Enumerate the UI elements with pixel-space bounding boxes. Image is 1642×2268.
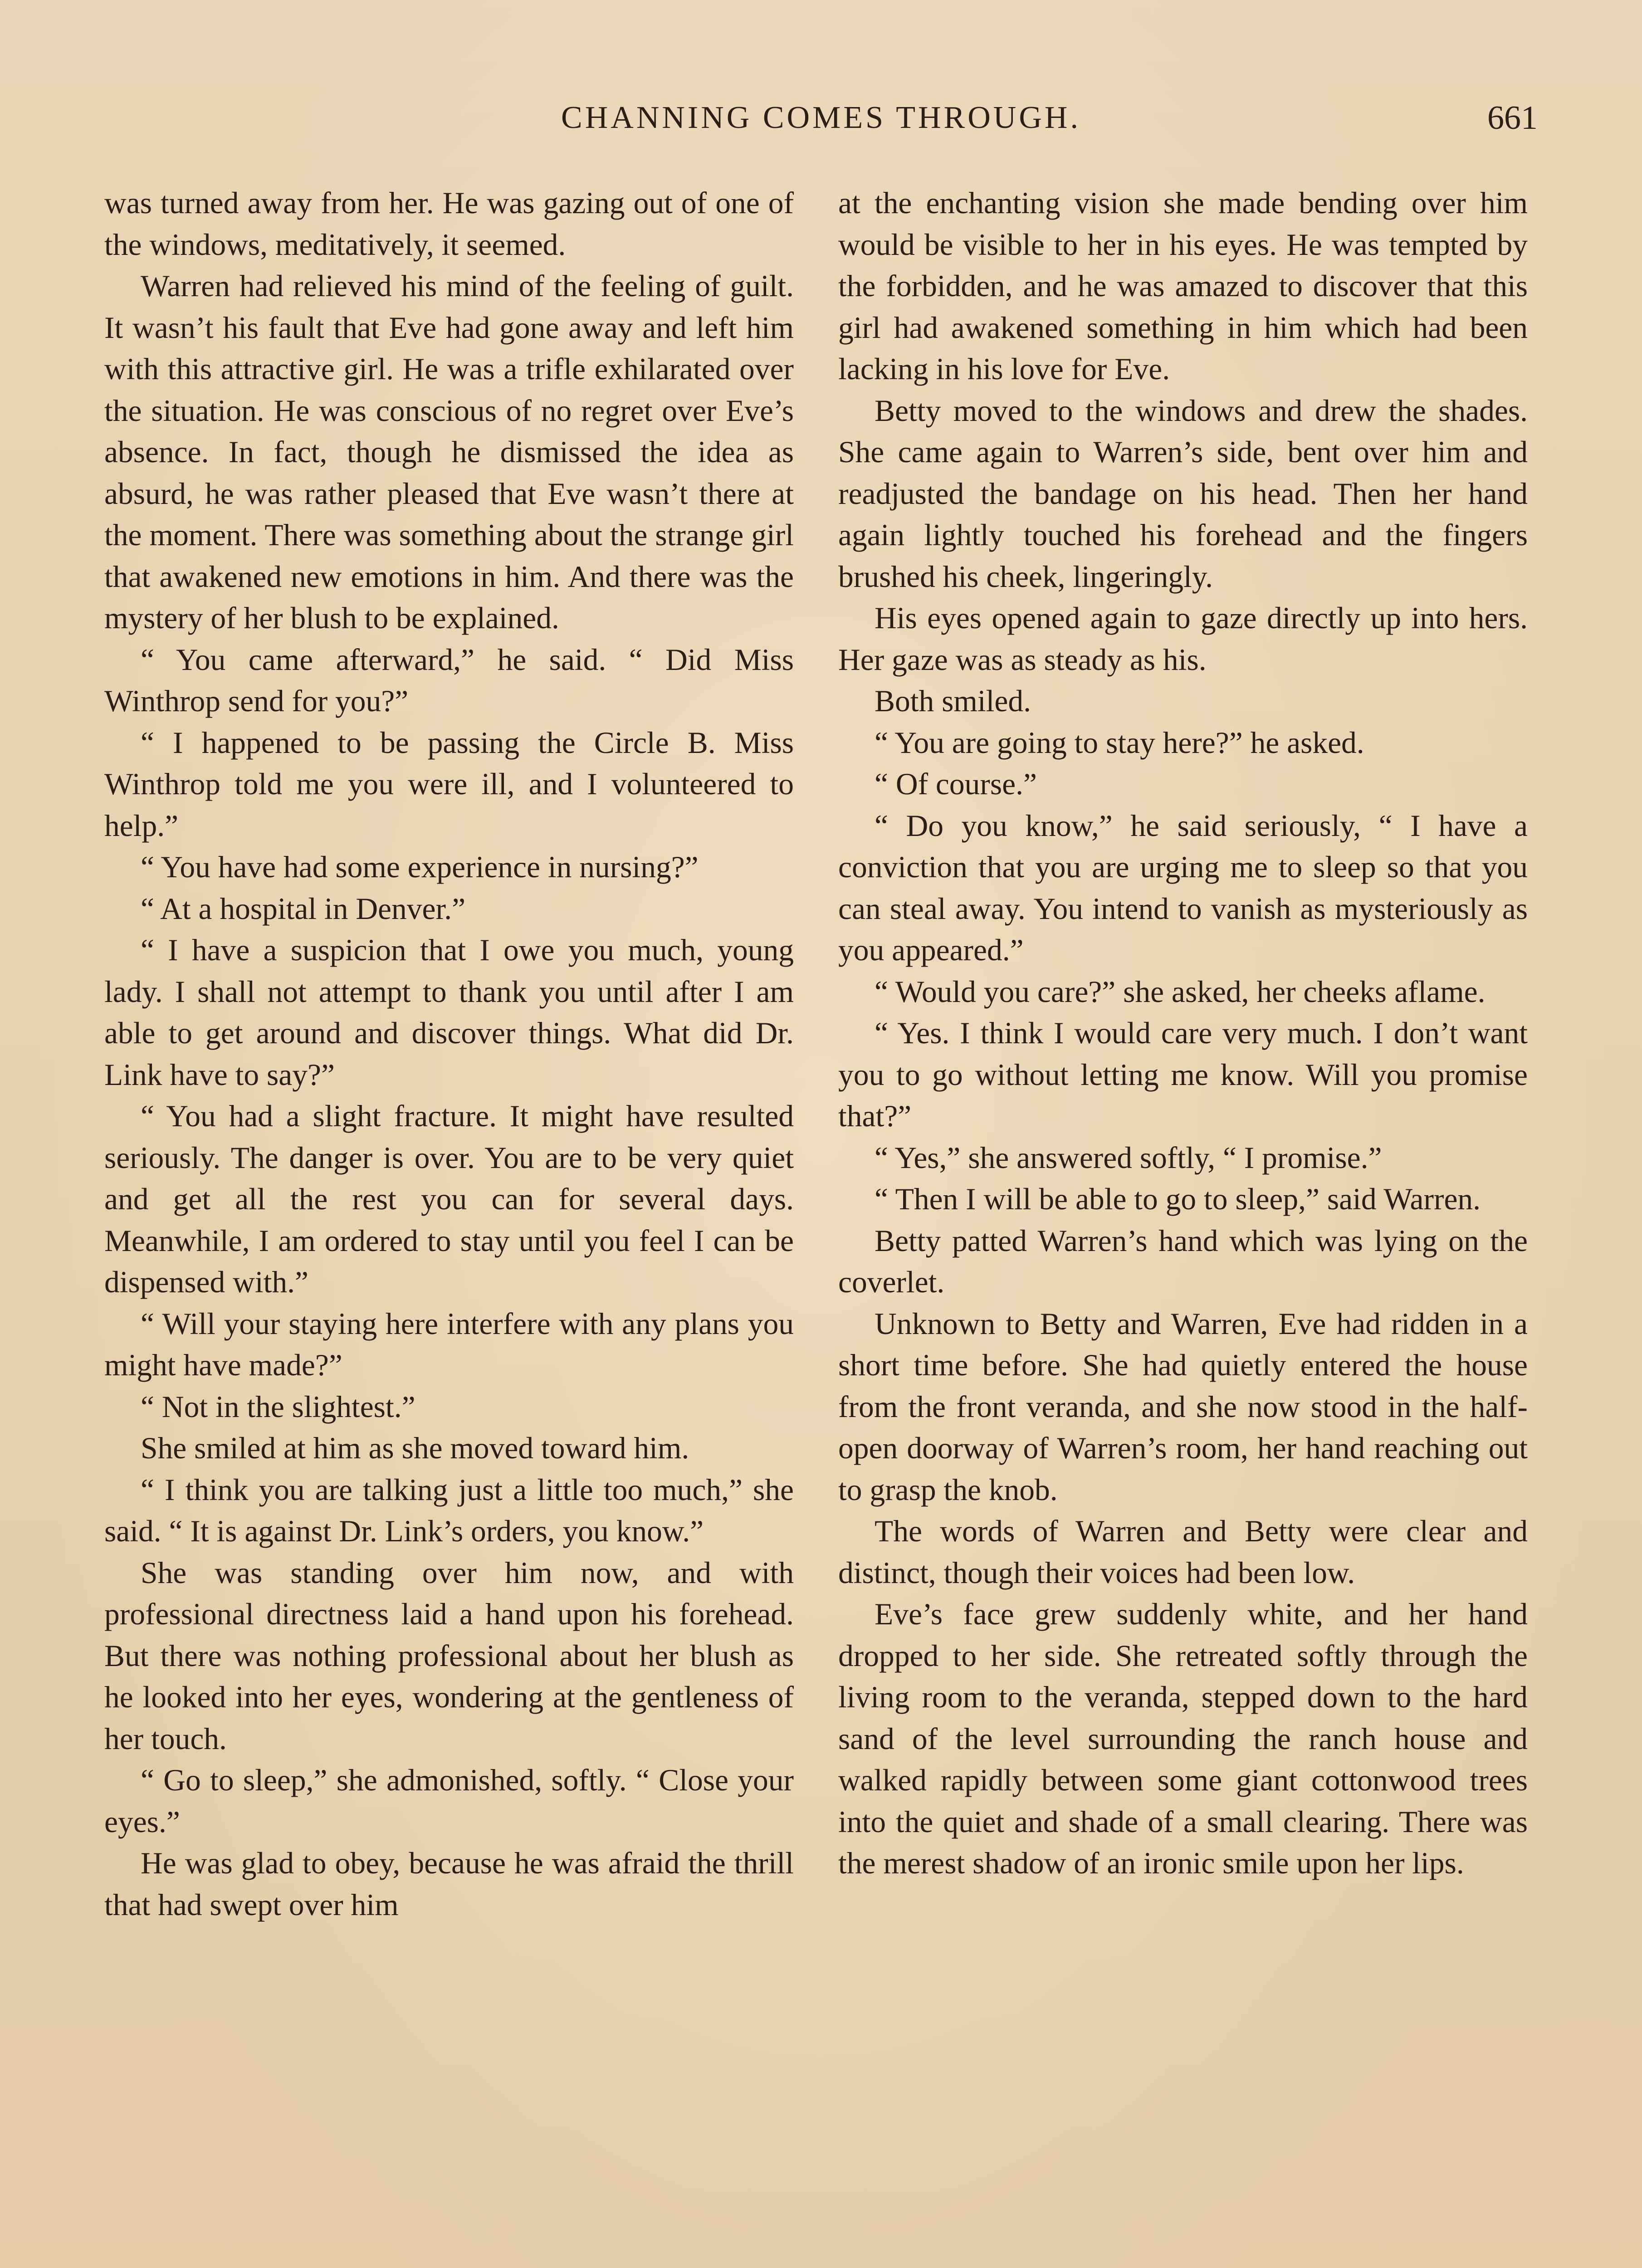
paragraph: “ You have had some experience in nursing?” [141,850,699,884]
paragraph: “ Of course.” [875,767,1037,801]
paragraph: “ Would you care?” she asked, her cheeks aflame. [875,974,1486,1009]
paragraph: Both smiled. [875,684,1031,718]
paragraph: The words of Warren and Betty were clear and distinct, though their voices had been low. [838,1514,1528,1590]
paragraph: “ You came afterward,” he said. “ Did Miss Winthrop send for you?” [104,642,794,718]
paragraph: “ Yes,” she answered softly, “ I promise.” [875,1140,1382,1175]
paragraph: Warren had relieved his mind of the feeling of guilt. It wasn’t his fault that Eve had gone away and left him with this attractive girl. He was a trifle exhilarated over the situation. He was conscious of no regret over Eve’s absence. In fact, though he dismissed the idea as absurd, he was rather pleased that Eve wasn’t there at the moment. There was something about the strange girl that awakened new emotions in him. And there was the mystery of her blush to be explained. [104,269,794,635]
paragraph: was turned away from her. He was gazing out of one of the windows, meditatively, it seemed. [104,186,794,262]
right-column [838,182,1528,1884]
paragraph: “ Will your staying here interfere with any plans you might have made?” [104,1306,794,1382]
paragraph: His eyes opened again to gaze directly up into hers. Her gaze was as steady as his. [838,601,1528,677]
left-column [104,182,794,1926]
paragraph: Betty moved to the windows and drew the shades. She came again to Warren’s side, bent over him and readjusted the bandage on his head. Then her hand again lightly touched his forehead and the fingers brushed his cheek, lingeringly. [838,393,1528,594]
paragraph: Unknown to Betty and Warren, Eve had ridden in a short time before. She had quietly entered the house from the front veranda, and she now stood in the half-open doorway of Warren’s room, her hand reaching out to grasp the knob. [838,1306,1528,1507]
page-number: 661 [1487,99,1538,137]
paragraph: “ Do you know,” he said seriously, “ I have a conviction that you are urging me to sleep so that you can steal away. You intend to vanish as mysteriously as you appeared.” [838,808,1528,967]
paragraph: “ At a hospital in Denver.” [141,891,466,926]
paragraph: He was glad to obey, because he was afraid the thrill that had swept over him [104,1846,794,1922]
paragraph: Betty patted Warren’s hand which was lying on the coverlet. [838,1223,1528,1299]
paragraph: at the enchanting vision she made bending over him would be visible to her in his eyes. He was tempted by the forbidden, and he was amazed to discover that this girl had awakened something in him which had been lacking in his love for Eve. [838,186,1528,386]
paragraph: “ Yes. I think I would care very much. I don’t want you to go without letting me know. Will you promise that?” [838,1016,1528,1133]
paragraph: Eve’s face grew suddenly white, and her hand dropped to her side. She retreated softly through the living room to the veranda, stepped down to the hard sand of the level surrounding the ranch house and walked rapidly between some giant cottonwood trees into the quiet and shade of a small clearing. There was the merest shadow of an ironic smile upon her lips. [838,1597,1528,1880]
story-title: CHANNING COMES THROUGH. [561,100,1081,135]
paragraph: “ You had a slight fracture. It might have resulted seriously. The danger is over. You are to be very quiet and get all the rest you can for several days. Meanwhile, I am ordered to stay until you feel I can be dispensed with.” [104,1099,794,1299]
running-header [104,93,1538,143]
paragraph: “ Not in the slightest.” [141,1389,415,1424]
paragraph: “ Then I will be able to go to sleep,” said Warren. [875,1182,1481,1216]
paragraph: “ Go to sleep,” she admonished, softly. “ Close your eyes.” [104,1763,794,1839]
paragraph: She was standing over him now, and with professional directness laid a hand upon his forehead. But there was nothing professional about her blush as he looked into her eyes, wondering at the gentleness of her touch. [104,1555,794,1756]
paragraph: She smiled at him as she moved toward him. [141,1431,689,1465]
paragraph: “ You are going to stay here?” he asked. [875,725,1364,760]
paragraph: “ I think you are talking just a little too much,” she said. “ It is against Dr. Link’s orders, you know.” [104,1472,794,1548]
paragraph: “ I happened to be passing the Circle B. Miss Winthrop told me you were ill, and I volunteered to help.” [104,725,794,843]
paragraph: “ I have a suspicion that I owe you much, young lady. I shall not attempt to thank you until after I am able to get around and discover things. What did Dr. Link have to say?” [104,933,794,1092]
